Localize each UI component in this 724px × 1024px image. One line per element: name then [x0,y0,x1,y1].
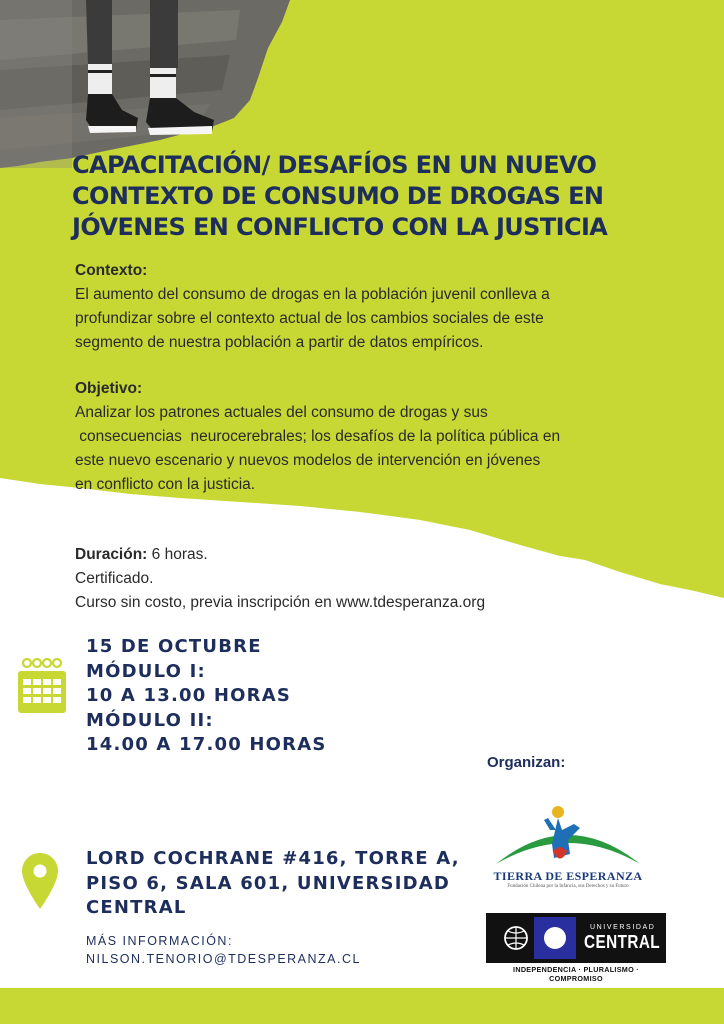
context-heading: Contexto: [75,262,148,279]
uc-logo-emblem [486,913,576,963]
uc-logo-name: CENTRAL [584,932,661,952]
objective-line: Analizar los patrones actuales del consumo de drogas y sus [75,404,488,421]
schedule-line: 15 DE OCTUBRE [86,636,262,657]
tierra-logo-graphic [488,800,648,870]
duration-row [75,543,615,567]
page-title [72,150,632,243]
location-line: LORD COCHRANE #416, TORRE A, [86,848,460,869]
schedule-line: MÓDULO I: [86,660,206,682]
objective-line: en conflicto con la justicia. [75,476,256,493]
schedule-line: 14.00 A 17.00 HORAS [86,734,327,755]
organizers-label: Organizan: [487,754,566,771]
context-line: El aumento del consumo de drogas en la población juvenil conlleva a [75,286,550,303]
uc-logo-top: UNIVERSIDAD [590,924,656,931]
location-line: PISO 6, SALA 601, UNIVERSIDAD [86,872,451,894]
objective-line: este nuevo escenario y nuevos modelos de intervención en jóvenes [75,452,541,469]
location-block [86,847,466,921]
tierra-logo-tagline: Fundación Chilena por la Infancia, sus Derechos y su Futuro [507,884,629,889]
calendar-icon [18,657,66,713]
location-pin-icon [22,853,58,909]
contact-email[interactable]: NILSON.TENORIO@TDESPERANZA.CL [86,952,361,966]
uc-logo-tagline: INDEPENDENCIA · PLURALISMO · COMPROMISO [513,965,639,983]
course-info [75,543,615,615]
objective-section [75,377,615,497]
schedule-line: 10 A 13.00 HORAS [86,685,292,706]
certificate-text: Certificado. [75,570,154,587]
context-line: profundizar sobre el contexto actual de los cambios sociales de este [75,310,544,327]
duration-value: 6 horas. [147,546,208,563]
schedule-line: MÓDULO II: [86,709,214,731]
bottom-bar [0,988,724,1024]
tierra-logo-name: TIERRA DE ESPERANZA [493,869,643,883]
context-section [75,259,615,355]
context-line: segmento de nuestra población a partir de datos empíricos. [75,334,484,351]
title-line: CAPACITACIÓN/ DESAFÍOS EN UN NUEVO [72,151,597,179]
title-line: JÓVENES EN CONFLICTO CON LA JUSTICIA [72,213,608,241]
universidad-central-logo [486,913,666,983]
tierra-de-esperanza-logo [488,800,648,892]
title-line: CONTEXTO DE CONSUMO DE DROGAS EN [72,182,604,210]
objective-line: consecuencias neurocerebrales; los desafíos de la política pública en [75,428,561,445]
location-line: CENTRAL [86,897,187,918]
more-info [86,932,361,968]
uc-logo-box [486,913,666,963]
duration-label: Duración: [75,546,148,563]
objective-heading: Objetivo: [75,380,143,397]
schedule-block [86,635,327,758]
more-info-label: MÁS INFORMACIÓN: [86,934,233,948]
cost-text: Curso sin costo, previa inscripción en www.tdesperanza.org [75,594,486,611]
